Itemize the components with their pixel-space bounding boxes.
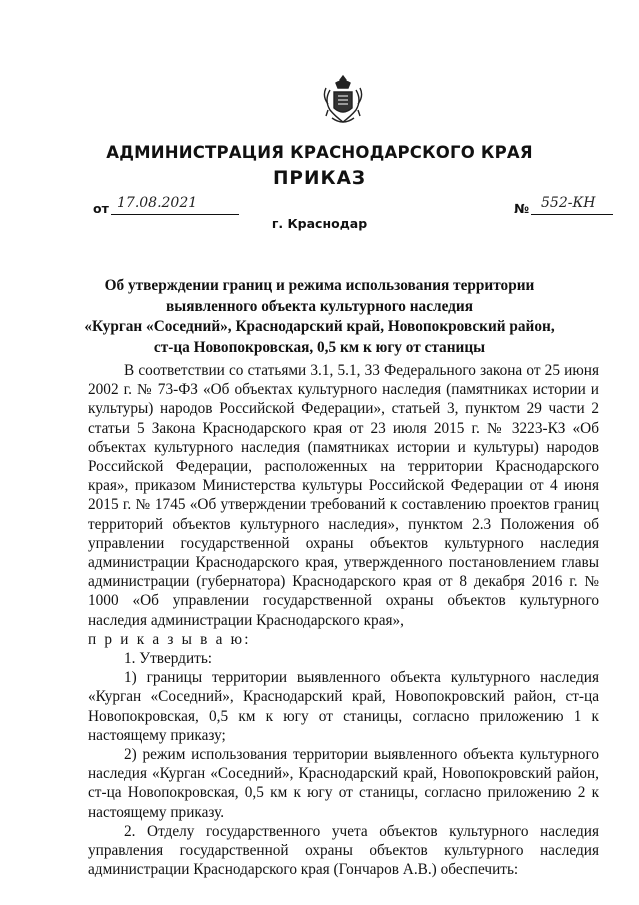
handwritten-date: 17.08.2021 [117,195,198,211]
city-name: г. Краснодар [271,216,368,231]
number-label: № [514,201,530,216]
document-body [88,361,599,879]
document-type: ПРИКАЗ [272,168,367,189]
item-1: 1. Утвердить: [124,650,213,668]
order-word: п р и к а з ы в а ю: [88,630,251,648]
item-2: 2. Отделу государственного учета объектов культурного наследия управления государственной охраны объектов культурного наследия администрации Краснодарского края (Гончаров А.В.) обеспечить: [88,822,599,879]
coat-of-arms-icon [322,74,364,128]
item-1-2: 2) режим использования территории выявленного объекта культурного наследия «Курган «Соседний», Краснодарский край, Новопокровский район, ст-ца Новопокровская, 0,5 км к югу от станицы, согласно приложению 2 к настоящему приказу. [88,746,599,821]
preamble-paragraph: В соответствии со статьями 3.1, 5.1, 33 Федерального закона от 25 июня 2002 г. № 73-ФЗ «Об объектах культурного наследия (памятниках истории и культуры) народов Российской Федерации», статьей 3, пунктом 29 части 2 статьи 5 Закона Краснодарского края от 23 июля 2015 г. № 3223-КЗ «Об объектах культурного наследия (памятниках истории и культуры) народов Российской Федерации, расположенных на территории Краснодарского края», приказом Министерства культуры Российской Федерации от 4 июня 2015 г. № 1745 «Об утверждении требований к составлению проектов границ территорий объектов культурного наследия», пунктом 2.3 Положения об управлении государственной охраны объектов культурного наследия администрации Краснодарского края, утвержденного постановлением главы администрации (губернатора) Краснодарского края от 8 декабря 2016 г. № 1000 «Об управлении государственной охраны объектов культурного наследия администрации Краснодарского края», [88,362,599,629]
item-1-1: 1) границы территории выявленного объекта культурного наследия «Курган «Соседний», Краснодарский край, Новопокровский район, ст-ца Новопокровская, 0,5 км к югу от станицы, согласно приложению 1 к настоящему приказу; [88,669,599,744]
date-label: от [93,201,109,216]
organization-name: АДМИНИСТРАЦИЯ КРАСНОДАРСКОГО КРАЯ [106,143,533,162]
date-field [111,197,239,215]
number-field [531,197,613,215]
document-title [80,276,559,358]
title-line: «Курган «Соседний», Краснодарский край, Новопокровский район, [84,318,555,335]
title-line: Об утверждении границ и режима использования территории [104,277,535,294]
handwritten-number: 552-КН [541,195,596,211]
title-line: выявленного объекта культурного наследия [165,297,473,315]
title-line: ст-ца Новопокровская, 0,5 км к югу от станицы [153,338,486,356]
